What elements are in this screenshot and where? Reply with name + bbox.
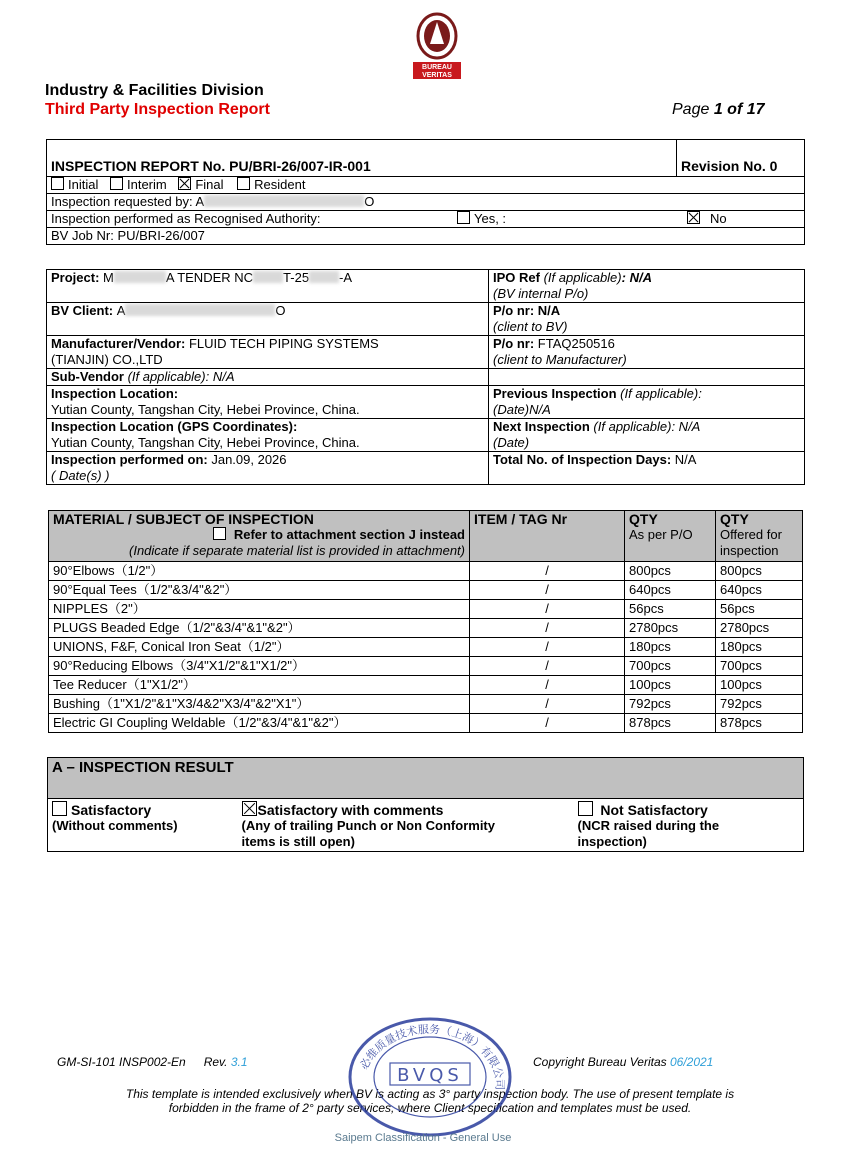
qty-offered: 800pcs [716,562,803,581]
initial-checkbox[interactable] [51,177,64,190]
svg-text:BVQS: BVQS [397,1065,463,1086]
material-table [48,510,803,733]
revision-number: Revision No. 0 [677,158,805,177]
result-not-satisfactory: Not Satisfactory (NCR raised during the inspection) [574,799,804,852]
resident-checkbox[interactable] [237,177,250,190]
qty-offered: 878pcs [716,714,803,733]
material-header: MATERIAL / SUBJECT OF INSPECTION Refer to attachment section J instead (Indicate if separate material list is provided in attachment) [49,511,470,562]
manufacturer-cell: Manufacturer/Vendor: FLUID TECH PIPING SYSTEMS (TIANJIN) CO.,LTD [47,336,489,369]
material-desc: 90°Equal Tees（1/2"&3/4"&2"） [49,581,470,600]
table-row [49,676,803,695]
report-info-table [46,139,805,245]
po-nr-cell: P/o nr: N/A (client to BV) [489,303,805,336]
page-indicator: Page 1 of 17 [672,101,765,118]
result-satisfactory-comments: Satisfactory with comments (Any of trailing Punch or Non Conformity items is still open) [238,799,574,852]
total-days-cell: Total No. of Inspection Days: N/A [489,452,805,485]
qty-po: 180pcs [625,638,716,657]
material-desc: Bushing（1"X1/2"&1"X3/4&2"X3/4"&2"X1"） [49,695,470,714]
qty-po: 2780pcs [625,619,716,638]
requested-by-row: Inspection requested by: A O [47,193,805,210]
table-row [49,581,803,600]
table-row [49,714,803,733]
classification-label: Saipem Classification - General Use [334,1132,512,1144]
po-nr-manufacturer-cell: P/o nr: FTAQ250516 (client to Manufacturer) [489,336,805,369]
gps-location-cell: Inspection Location (GPS Coordinates): Yutian County, Tangshan City, Hebei Province, China. [47,419,489,452]
table-row [49,562,803,581]
template-note: This template is intended exclusively when BV is acting as 3° party inspection body. The use of present template is forbidden in the frame of 2° party services, where Client specification and templates must be used. [125,1087,735,1115]
inspection-location-cell: Inspection Location: Yutian County, Tangshan City, Hebei Province, China. [47,386,489,419]
svg-text:必维质量技术服务（上海）有限公司: 必维质量技术服务（上海）有限公司 [357,1022,507,1091]
division-title: Industry & Facilities Division [45,82,264,99]
material-desc: 90°Reducing Elbows（3/4"X1/2"&1"X1/2"） [49,657,470,676]
refer-attachment-checkbox[interactable] [213,527,226,540]
satisfactory-checkbox[interactable] [52,801,67,816]
item-tag: / [470,695,625,714]
material-desc: NIPPLES（2"） [49,600,470,619]
item-tag: / [470,714,625,733]
redaction [204,195,364,207]
recognised-authority-row: Inspection performed as Recognised Authority: Yes, : No [47,210,805,227]
performed-on-cell: Inspection performed on: Jan.09, 2026 ( Date(s) ) [47,452,489,485]
material-desc: Electric GI Coupling Weldable（1/2"&3/4"&1"&2"） [49,714,470,733]
copyright: Copyright Bureau Veritas 06/2021 [533,1055,714,1069]
qty-offered: 640pcs [716,581,803,600]
qty-po: 100pcs [625,676,716,695]
item-tag: / [470,638,625,657]
material-desc: UNIONS, F&F, Conical Iron Seat（1/2"） [49,638,470,657]
ipo-ref-cell: IPO Ref (If applicable): N/A (BV internal P/o) [489,270,805,303]
qty-offered: 56pcs [716,600,803,619]
qty-po: 700pcs [625,657,716,676]
logo-bureau: BUREAU [422,64,452,71]
not-satisfactory-checkbox[interactable] [578,801,593,816]
table-row [49,600,803,619]
item-tag: / [470,676,625,695]
sub-vendor-cell: Sub-Vendor (If applicable): N/A [47,369,489,386]
qty-offered: 100pcs [716,676,803,695]
item-tag: / [470,581,625,600]
material-desc: Tee Reducer（1"X1/2"） [49,676,470,695]
result-title: A – INSPECTION RESULT [48,758,804,799]
material-desc: 90°Elbows（1/2"） [49,562,470,581]
qty-offered: 700pcs [716,657,803,676]
final-checkbox[interactable] [178,177,191,190]
recognised-no-checkbox[interactable] [687,211,700,224]
qty-offered: 180pcs [716,638,803,657]
qty-offered-header: QTY Offered for inspection [716,511,803,562]
qty-offered: 2780pcs [716,619,803,638]
recognised-yes-checkbox[interactable] [457,211,470,224]
item-tag-header: ITEM / TAG Nr [470,511,625,562]
qty-offered: 792pcs [716,695,803,714]
table-row [49,619,803,638]
project-info-table [46,269,805,485]
table-row [49,657,803,676]
qty-po: 800pcs [625,562,716,581]
interim-checkbox[interactable] [110,177,123,190]
material-desc: PLUGS Beaded Edge（1/2"&3/4"&1"&2"） [49,619,470,638]
bureau-veritas-logo [410,12,464,80]
table-row [49,638,803,657]
report-number: INSPECTION REPORT No. PU/BRI-26/007-IR-001 [47,158,677,177]
form-code: GM-SI-101 INSP002-En Rev. 3.1 [57,1055,248,1069]
bv-job-nr: BV Job Nr: PU/BRI-26/007 [47,227,805,244]
qty-po-header: QTY As per P/O [625,511,716,562]
result-satisfactory: Satisfactory (Without comments) [48,799,238,852]
qty-po: 56pcs [625,600,716,619]
previous-inspection-cell: Previous Inspection (If applicable): (Date)N/A [489,386,805,419]
table-row [49,695,803,714]
bv-client-cell: BV Client: A O [47,303,489,336]
item-tag: / [470,657,625,676]
project-cell: Project: M A TENDER NC T-25 -A [47,270,489,303]
company-seal-stamp [346,1015,514,1139]
report-title: Third Party Inspection Report [45,101,270,118]
item-tag: / [470,600,625,619]
report-type-row: Initial Interim Final Resident [47,176,805,193]
qty-po: 878pcs [625,714,716,733]
qty-po: 640pcs [625,581,716,600]
logo-veritas: VERITAS [422,72,452,79]
item-tag: / [470,619,625,638]
satisfactory-comments-checkbox[interactable] [242,801,257,816]
qty-po: 792pcs [625,695,716,714]
next-inspection-cell: Next Inspection (If applicable): N/A (Date) [489,419,805,452]
inspection-result-table [47,757,804,852]
item-tag: / [470,562,625,581]
